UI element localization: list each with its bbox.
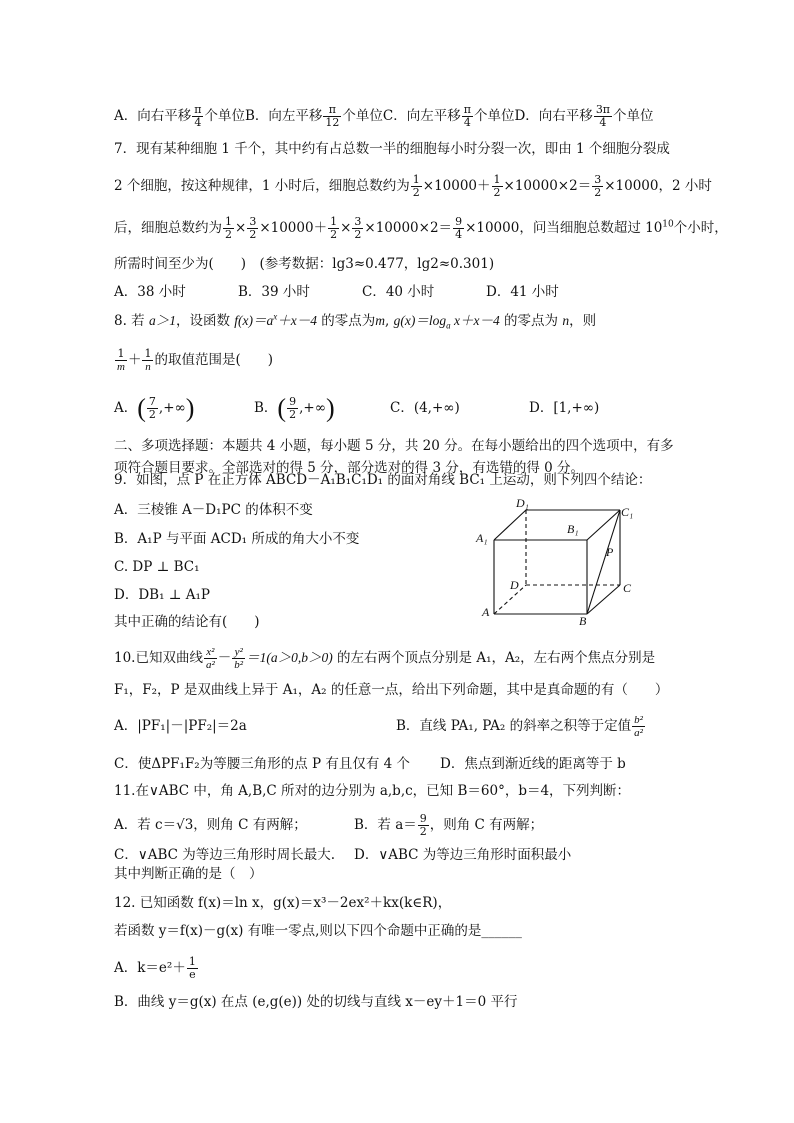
q9-opt-d: D．DB₁ ⊥ A₁P (114, 587, 211, 603)
q9-line1: 9．如图，点 P 在正方体 ABCD－A₁B₁C₁D₁ 的面对角线 BC₁ 上运动，则下列四个结论： (114, 472, 652, 488)
section2-head: 二、多项选择题：本题共 4 小题，每小题 5 分，共 20 分。在每小题给出的四个选项中，有多 (114, 438, 674, 454)
q7-options (114, 282, 559, 302)
q11-opt-b: B．若 a＝ $\frac{9}{2}$ ，则角 C 有两解； (354, 812, 544, 838)
q11-options-cd (114, 845, 571, 865)
q8-opt-b: B．( $\frac{9}{2}$ ,+∞) (254, 393, 335, 423)
q10-options-cd (114, 754, 626, 774)
q8-line2: $\frac{1}{m}$ ＋ $\frac{1}{n}$ 的取值范围是( ) (117, 347, 273, 373)
q8-options (114, 393, 600, 423)
q6-opt-d: D．向右平移 (514, 108, 593, 124)
fraction: $\frac{3\pi}{4}$ (595, 103, 611, 129)
q11-opt-d: D．∨ABC 为等边三角形时面积最小 (354, 847, 572, 863)
q7-line4: 所需时间至少为( ) (参考数据：lg3≈0.477，lg2≈0.301) (114, 256, 495, 272)
q9-opt-a: A．三棱锥 A－D₁PC 的体积不变 (114, 502, 313, 518)
fraction: $\frac{\pi}{12}$ (325, 103, 340, 129)
cube-label-b: B (579, 614, 587, 628)
q9-opt-c: C. DP ⊥ BC₁ (114, 559, 200, 575)
q10-options-ab: A．|PF₁|－|PF₂|＝2a B．直线 PA₁, PA₂ 的斜率之积等于定值 $\frac{\text{b²}}{\text{a²}}$ (114, 714, 643, 739)
q8-line1: 8. 若 a＞1，设函数 $f(x)=a^x+x-4$ 的零点为m, $g(x)=\log_a$ x＋x－4 的零点为 n，则 (114, 311, 597, 331)
q7-opt-d: D．41 小时 (486, 284, 559, 300)
cube-label-a1: A₁ (476, 531, 488, 545)
cube-label-c1: C₁ (621, 505, 634, 519)
cube-label-a: A (482, 605, 490, 619)
q10-opt-a: A．|PF₁|－|PF₂|＝2a (114, 718, 247, 734)
q6-opt-c: C．向左平移 (382, 108, 461, 124)
q8-opt-c: C．(4,+∞) (390, 400, 460, 416)
q10-opt-d: D．焦点到渐近线的距离等于 b (440, 756, 626, 772)
q6-opt-a: A．向右平移 (114, 108, 192, 124)
fraction: $\frac{\pi}{4}$ (463, 103, 471, 129)
q8-opt-d: D．[1,+∞) (529, 400, 600, 416)
q7-line3: 后，细胞总数约为 $\frac{1}{2}$ × $\frac{3}{2}$ ×10000＋ $\frac{1}{2}$ × $\frac{3}{2}$ ×10000×2＝ $\frac{9}{4}$ ×10000，问当细胞总数超过 $10^{10}$个小时， (114, 215, 728, 241)
q12-opt-a: A．k＝e²＋ $\frac{1}{e}$ (114, 955, 196, 981)
cube-label-b1: B₁ (567, 522, 579, 536)
q10-opt-b: B．直线 PA₁, PA₂ 的斜率之积等于定值 (396, 718, 632, 734)
q12-opt-b: B．曲线 y＝g(x) 在点 (e,g(e)) 处的切线与直线 x－ey＋1＝0 平行 (114, 994, 518, 1010)
q9-tail: 其中正确的结论有( ) (114, 614, 260, 630)
q7-opt-a: A．38 小时 (114, 284, 186, 300)
cube-label-d1: D₁ (516, 496, 529, 510)
cube-figure (470, 492, 640, 628)
q10-opt-c: C．使ΔPF₁F₂为等腰三角形的点 P 有且仅有 4 个 (114, 756, 411, 772)
q11-opt-c: C．∨ABC 为等边三角形时周长最大. (114, 847, 336, 863)
cube-label-d: D (510, 578, 519, 592)
q12-line2: 若函数 y＝f(x)－g(x) 有唯一零点,则以下四个命题中正确的是______ (114, 923, 522, 939)
fraction: $\frac{\pi}{4}$ (194, 103, 202, 129)
q8-opt-a: A．( $\frac{7}{2}$ ,+∞) (114, 393, 195, 423)
q6-options: A．向右平移 $\frac{\pi}{4}$ 个单位B．向左平移 $\frac{\pi}{12}$ 个单位C．向左平移 $\frac{\pi}{4}$ 个单位D．向右平移 $\frac{3\pi}{4}$ 个单位 (114, 103, 654, 129)
q11-tail: 其中判断正确的是（ ） (114, 866, 263, 882)
section2-line2: 项符合题目要求。全部选对的得 5 分，部分选对的得 3 分，有选错的得 0 分。 (114, 460, 585, 476)
cube-label-c: C (623, 581, 632, 595)
q11-options-ab (114, 813, 543, 838)
q10-line1: 10.已知双曲线 $\frac{\text{x²}}{\text{a²}}$ － $\frac{\text{y²}}{\text{b²}}$ ＝1(a＞0,b＞0) 的左右两个顶点分别是 A₁，A₂，左右两个焦点分别是 (114, 646, 656, 671)
cube-label-p: P (606, 545, 614, 559)
q7-line1: 7．现有某种细胞 1 千个，其中约有占总数一半的细胞每小时分裂一次，即由 1 个细胞分裂成 (114, 141, 670, 157)
q7-line2: 2 个细胞，按这种规律，1 小时后，细胞总数约为 $\frac{1}{2}$ ×10000＋ $\frac{1}{2}$ ×10000×2＝ $\frac{3}{2}$ ×10000，2 小时 (114, 173, 712, 199)
q7-opt-b: B．39 小时 (238, 284, 310, 300)
q9-opt-b: B．A₁P 与平面 ACD₁ 所成的角大小不变 (114, 531, 360, 547)
q12-line1: 12. 已知函数 f(x)＝ln x，g(x)＝x³－2ex²＋kx(k∈R)， (114, 895, 452, 911)
q7-opt-c: C．40 小时 (362, 284, 435, 300)
q11-opt-a: A．若 c＝√3，则角 C 有两解； (114, 817, 307, 833)
q10-line2: F₁，F₂，P 是双曲线上异于 A₁，A₂ 的任意一点，给出下列命题，其中是真命题的有（ ） (114, 682, 669, 698)
q11-line1: 11.在∨ABC 中，角 A,B,C 所对的边分别为 a,b,c，已知 B＝60°，b＝4，下列判断： (114, 783, 631, 799)
q6-opt-b: B．向左平移 (244, 108, 323, 124)
